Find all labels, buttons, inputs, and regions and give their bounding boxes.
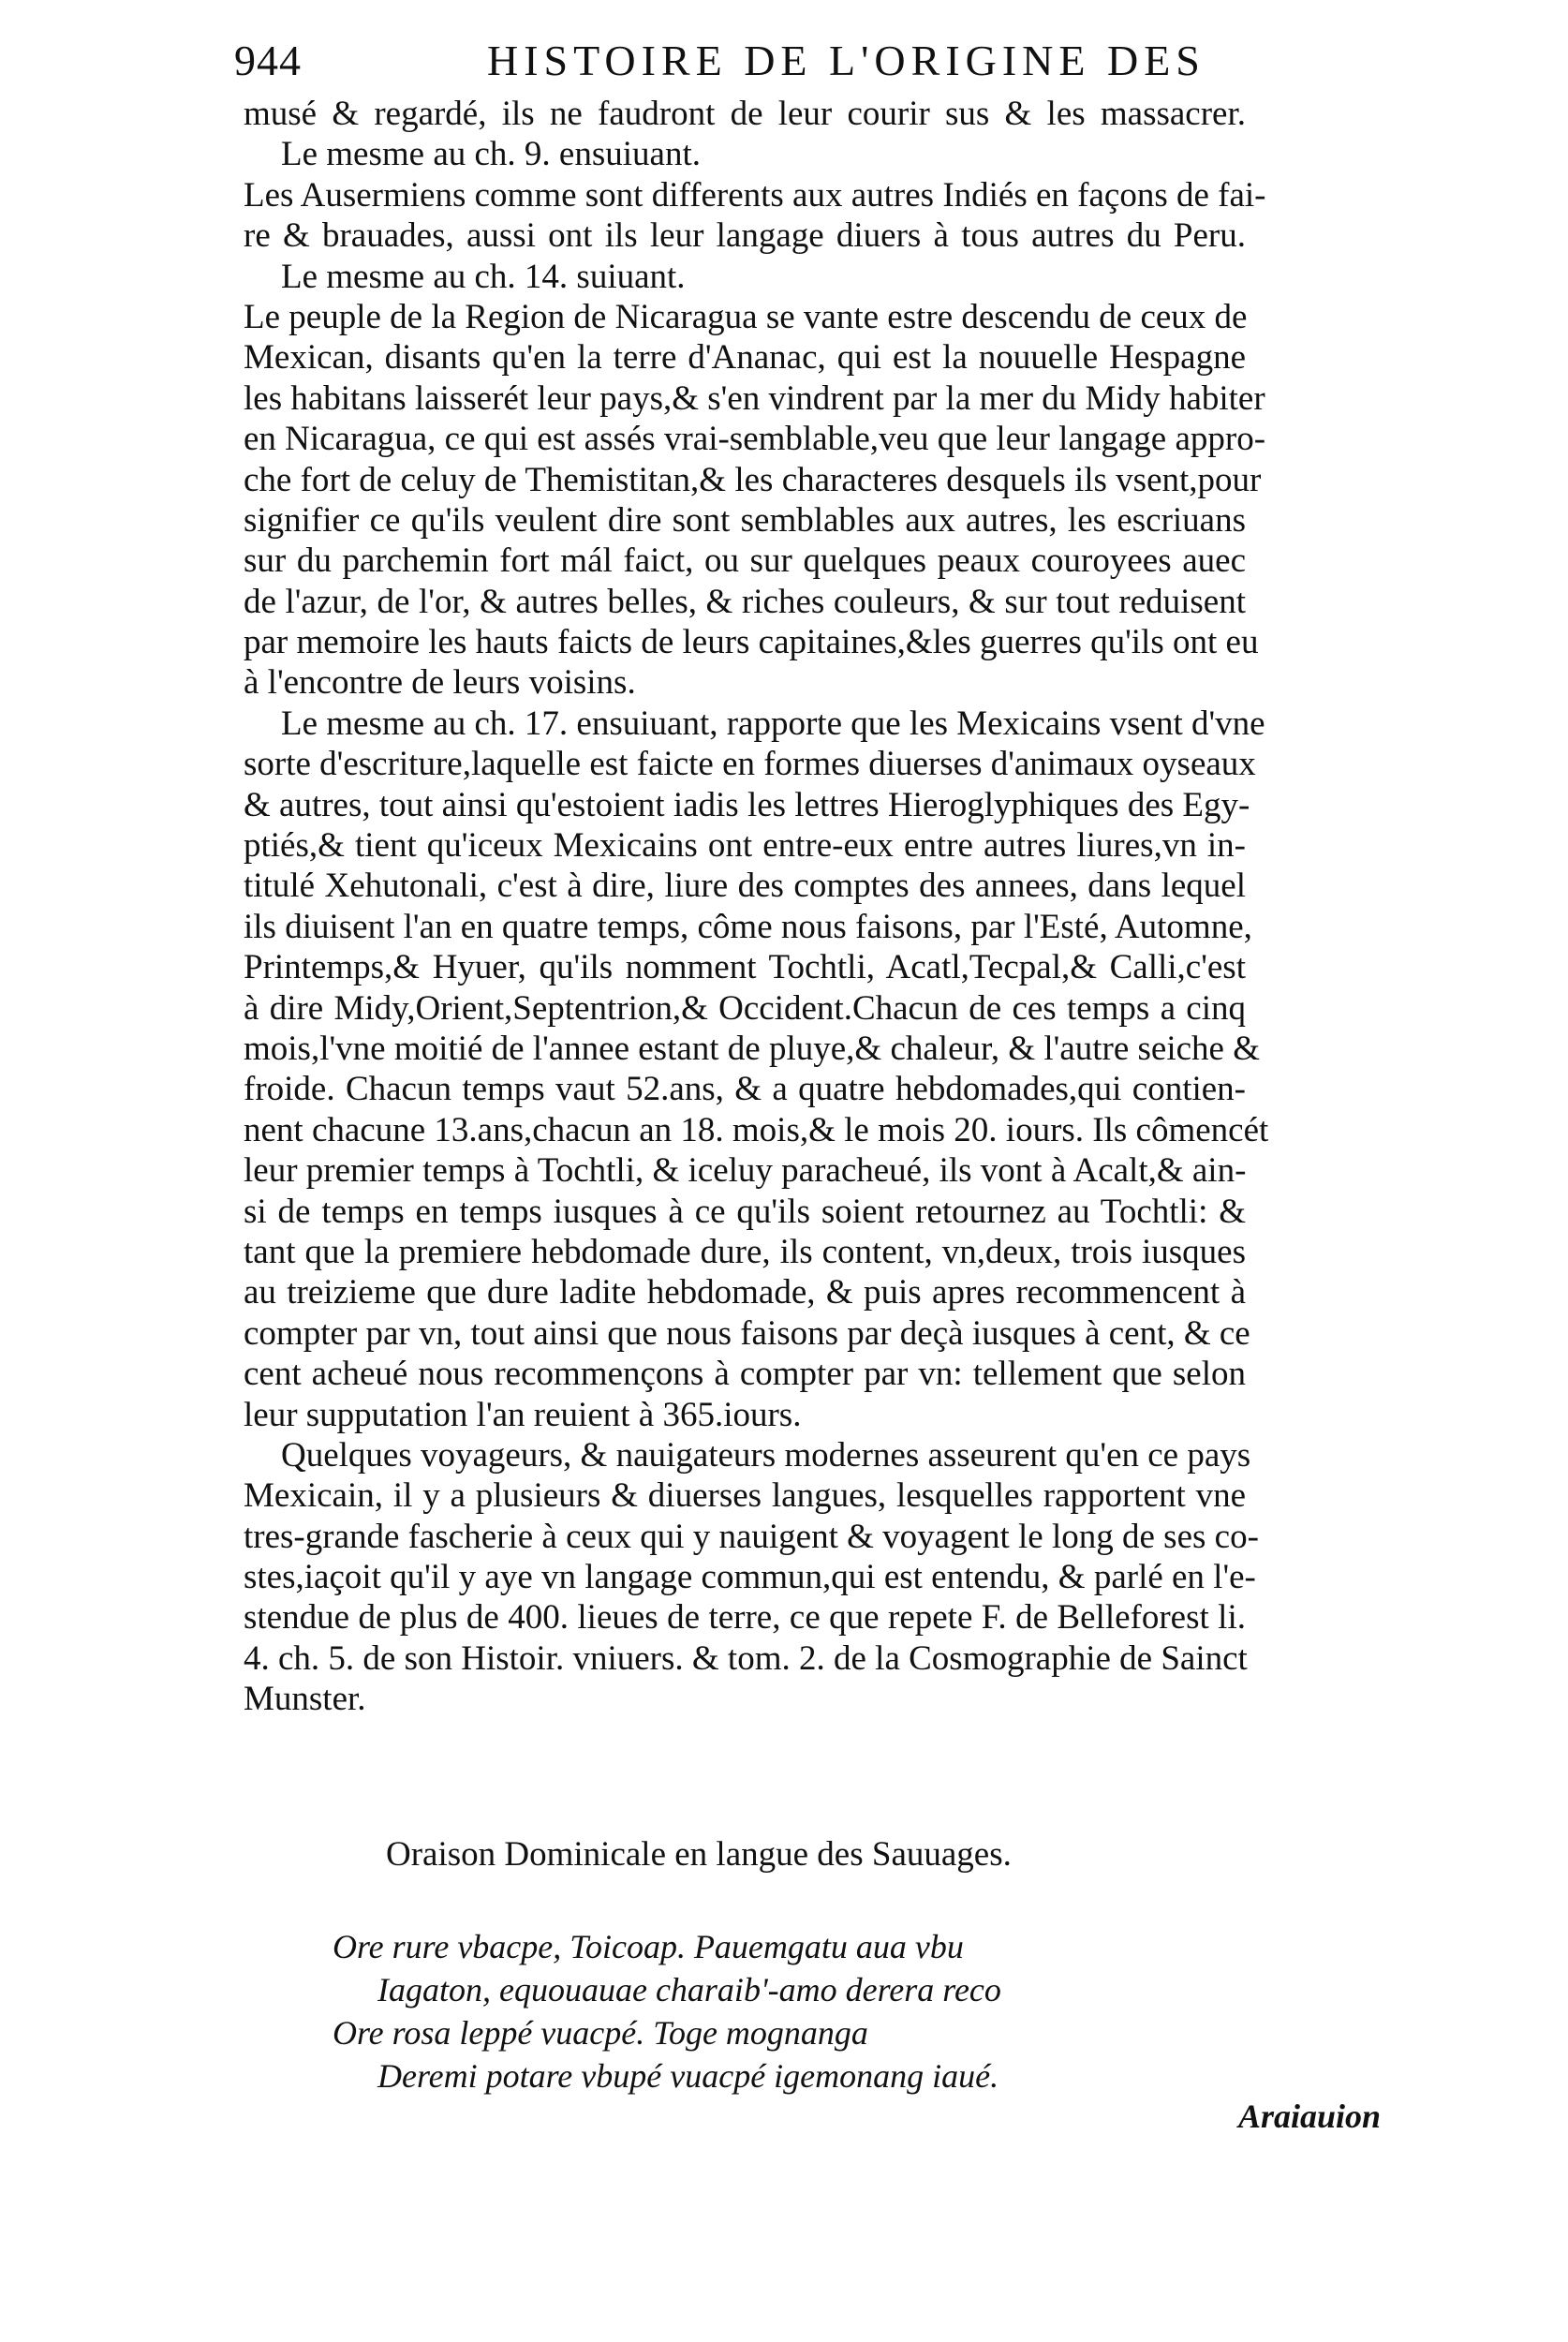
text-line: de l'azur, de l'or, & autres belles, & riches couleurs, & sur tout reduisent [244,582,1246,621]
text-line: Les Ausermiens comme sont differents aux autres Indiés en façons de fai- [244,175,1266,215]
text-line: Le peuple de la Region de Nicaragua se vante estre descendu de ceux de [244,297,1248,336]
text-line: leur premier temps à Tochtli, & iceluy paracheué, ils vont à Acalt,& ain- [244,1151,1247,1191]
text-line: musé & regardé, ils ne faudront de leur courir sus & les massacrer. [244,95,1246,133]
text-line: ptiés,& tient qu'iceux Mexicains ont entre-eux entre autres liures,vn in- [244,826,1246,866]
text-line: tant que la premiere hebdomade dure, ils content, vn,deux, trois iusques [244,1232,1246,1271]
text-line: & autres, tout ainsi qu'estoient iadis les lettres Hieroglyphiques des Egy- [244,785,1250,824]
text-line: Mexican, disants qu'en la terre d'Ananac, qui est la nouuelle Hespagne [244,338,1246,378]
text-line: 4. ch. 5. de son Histoir. vniuers. & tom. 2. de la Cosmographie de Sainct [244,1638,1248,1678]
running-title: HISTOIRE DE L'ORIGINE DES [487,37,1206,84]
text-line: Mexicain, il y a plusieurs & diuerses langues, lesquelles rapportent vne [244,1476,1246,1516]
text-line: mois,l'vne moitié de l'annee estant de pluye,& chaleur, & l'autre seiche & [244,1029,1260,1068]
text-line: en Nicaragua, ce qui est assés vrai-semblable,veu que leur langage appro- [244,420,1266,459]
body-text [244,94,1269,1720]
text-line: stes,iaçoit qu'il y aye vn langage commun,qui est entendu, & parlé en l'e- [244,1558,1256,1597]
text-line: stendue de plus de 400. lieues de terre, ce que repete F. de Belleforest li. [244,1598,1246,1638]
text-line: sur du parchemin fort mál faict, ou sur quelques peaux couroyees auec [244,541,1246,581]
text-line: Printemps,& Hyuer, qu'ils nomment Tochtli, Acatl,Tecpal,& Calli,c'est [244,948,1246,987]
page-header [234,36,1255,92]
text-line: compter par vn, tout ainsi que nous faisons par deçà iusques à cent, & ce [244,1313,1250,1353]
text-line: si de temps en temps iusques à ce qu'ils soient retournez au Tochtli: & [244,1192,1246,1231]
verse-line: Ore rure vbacpe, Toicoap. Pauemgatu aua vbu [333,1928,964,1965]
text-line: Munster. [244,1680,366,1719]
text-line: che fort de celuy de Themistitan,& les characteres desquels ils vsent,pour [244,460,1262,499]
text-line: tres-grande fascherie à ceux qui y nauigent & voyagent le long de ses co- [244,1517,1259,1556]
text-line: titulé Xehutonali, c'est à dire, liure des comptes des annees, dans lequel [244,867,1246,906]
catchword: Araiauion [1238,2097,1382,2135]
text-line: re & brauades, aussi ont ils leur langage diuers à tous autres du Peru. [244,216,1246,256]
verse-line: Ore rosa leppé vuacpé. Toge mognanga [333,2014,868,2052]
paragraph-start: Le mesme au ch. 17. ensuiuant, rapporte que les Mexicains vsent d'vne [281,704,1265,743]
text-line: leur supputation l'an reuient à 365.iours. [244,1395,802,1434]
text-line: au treizieme que dure ladite hebdomade, & puis apres recommencent à [244,1273,1246,1312]
page-number: 944 [234,37,302,84]
prayer-verse [333,1925,1176,2097]
text-line: à l'encontre de leurs voisins. [244,663,636,703]
text-line: nent chacune 13.ans,chacun an 18. mois,& le mois 20. iours. Ils cômencét [244,1110,1269,1149]
text-line: froide. Chacun temps vaut 52.ans, & a quatre hebdomades,qui contien- [244,1070,1246,1109]
prayer-title: Oraison Dominicale en langue des Sauuages. [386,1835,1012,1874]
paragraph-start: Quelques voyageurs, & nauigateurs modernes asseurent qu'en ce pays [281,1435,1251,1475]
text-line: signifier ce qu'ils veulent dire sont semblables aux autres, les escriuans [244,500,1246,540]
text-line: à dire Midy,Orient,Septentrion,& Occident.Chacun de ces temps a cinq [244,988,1246,1028]
text-line: ils diuisent l'an en quatre temps, côme nous faisons, par l'Esté, Automne, [244,907,1252,946]
section-reference: Le mesme au ch. 14. suiuant. [281,257,686,296]
verse-line: Deremi potare vbupé vuacpé igemonang iaué. [377,2057,999,2095]
section-reference: Le mesme au ch. 9. ensuiuant. [281,135,701,174]
text-line: les habitans laisserét leur pays,& s'en vindrent par la mer du Midy habiter [244,378,1265,418]
text-line: par memoire les hauts faicts de leurs capitaines,&les guerres qu'ils ont eu [244,623,1259,662]
text-line: sorte d'escriture,laquelle est faicte en formes diuerses d'animaux oyseaux [244,745,1256,784]
verse-line: Iagaton, equouauae charaib'-amo derera reco [377,1971,1001,2008]
text-line: cent acheué nous recommençons à compter par vn: tellement que selon [244,1355,1246,1394]
